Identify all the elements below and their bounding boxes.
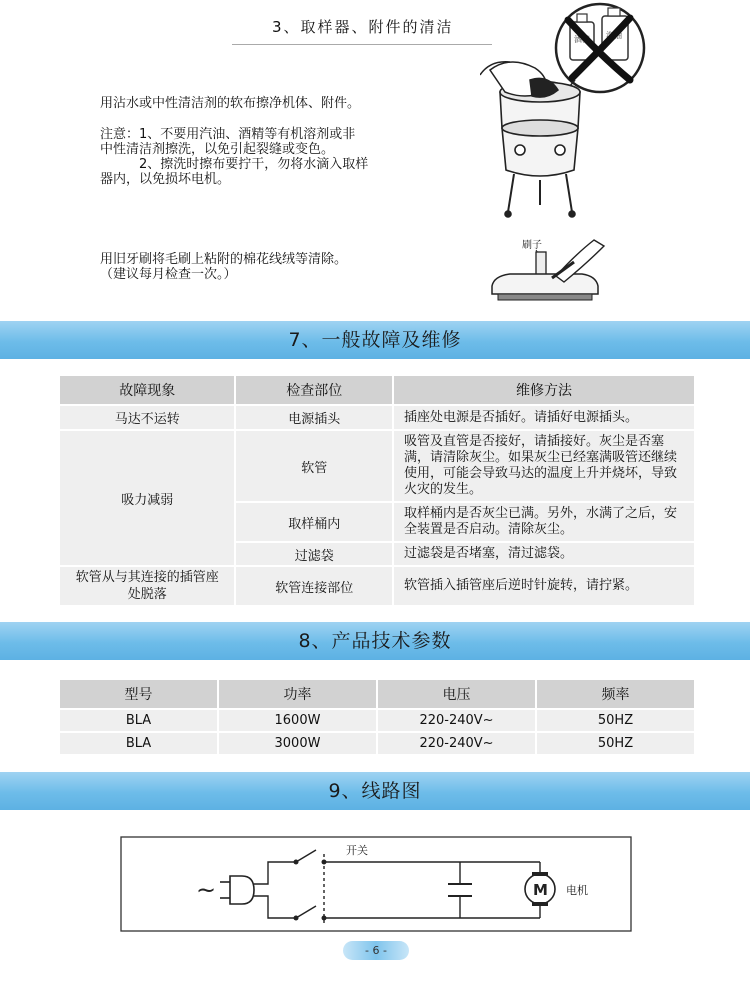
voltage-cell: 220-240V~ [378,710,535,731]
symptom-cell: 马达不运转 [60,406,234,429]
model-cell: BLA [60,733,217,754]
floor-brush-illustration [486,234,611,306]
brush-line: （建议每月检查一次。） [100,267,237,282]
cleaning-instruction: 用沾水或中性清洁剂的软布擦净机体、附件。 [100,96,361,111]
section7-band [0,321,750,359]
fix-cell: 吸管及直管是否接好，请插接好。灰尘是否塞满，请清除灰尘。如果灰尘已经塞满吸管还继续使用，可能会导致马达的温度上升并烧坏，导致火灾的发生。 [394,431,694,501]
motor-label: 电机 [566,884,588,897]
fix-cell: 取样桶内是否灰尘已满。另外，水满了之后，安全装置是否启动。清除灰尘。 [394,503,694,541]
note-line: 注意：1、不要用汽油、酒精等有机溶剂或非 [100,127,356,142]
fault-table [58,374,696,607]
part-cell: 取样桶内 [236,503,391,541]
fix-cell: 软管插入插管座后逆时针旋转，请拧紧。 [394,567,694,605]
part-cell: 过滤袋 [236,543,391,565]
fault-table-header [60,376,694,404]
symptom-cell: 软管从与其连接的插管座处脱落 [60,567,234,605]
hand-wiping [480,62,558,97]
bottle-gasoline-label: 汽油 [606,31,622,40]
frequency-cell: 50HZ [537,733,694,754]
section7-title: 7、一般故障及维修 [288,329,462,351]
table-row [60,406,694,429]
brush-cleaning-instruction [100,252,430,282]
header-repair-method: 维修方法 [394,376,694,404]
vacuum-cleaning-illustration [480,0,680,225]
cleaning-notes [100,127,460,187]
spec-table [58,678,696,756]
header-symptom: 故障现象 [60,376,234,404]
no-solvents-icon [556,4,644,92]
model-cell: BLA [60,710,217,731]
motor-symbol: M [533,881,548,899]
header-check-part: 检查部位 [236,376,391,404]
section9-title: 9、线路图 [328,780,422,802]
frequency-cell: 50HZ [537,710,694,731]
switch-label: 开关 [346,844,368,857]
bottle-alcohol-label: 酒精 [574,35,590,44]
power-cell: 1600W [219,710,376,731]
part-cell: 软管连接部位 [236,567,391,605]
table-row [60,431,694,501]
note-line: 中性清洁剂擦洗，以免引起裂缝或变色。 [100,142,335,157]
table-row [60,733,694,754]
fix-cell: 过滤袋是否堵塞，清过滤袋。 [394,543,694,565]
power-cell: 3000W [219,733,376,754]
ac-source-symbol: ~ [196,876,217,904]
table-row [60,567,694,605]
header-model: 型号 [60,680,217,708]
header-frequency: 频率 [537,680,694,708]
header-voltage: 电压 [378,680,535,708]
symptom-cell: 吸力减弱 [60,431,234,565]
table-row [60,710,694,731]
page-number: - 6 - [343,941,409,960]
section3-title-rule [232,44,492,45]
wiring-diagram [120,836,632,932]
spec-table-header [60,680,694,708]
note-line: 器内，以免损坏电机。 [100,172,231,187]
section8-title: 8、产品技术参数 [298,630,452,652]
brush-label: 刷子 [522,240,542,251]
header-power: 功率 [219,680,376,708]
part-cell: 软管 [236,431,391,501]
section8-band [0,622,750,660]
part-cell: 电源插头 [236,406,391,429]
section3-title: 3、取样器、附件的清洁 [272,18,454,36]
section9-band [0,772,750,810]
brush-line: 用旧牙刷将毛刷上粘附的棉花线绒等清除。 [100,252,348,267]
vacuum-body [500,81,580,217]
note-line: 2、擦洗时擦布要拧干，勿将水滴入取样 [100,157,369,172]
fix-cell: 插座处电源是否插好。请插好电源插头。 [394,406,694,429]
voltage-cell: 220-240V~ [378,733,535,754]
